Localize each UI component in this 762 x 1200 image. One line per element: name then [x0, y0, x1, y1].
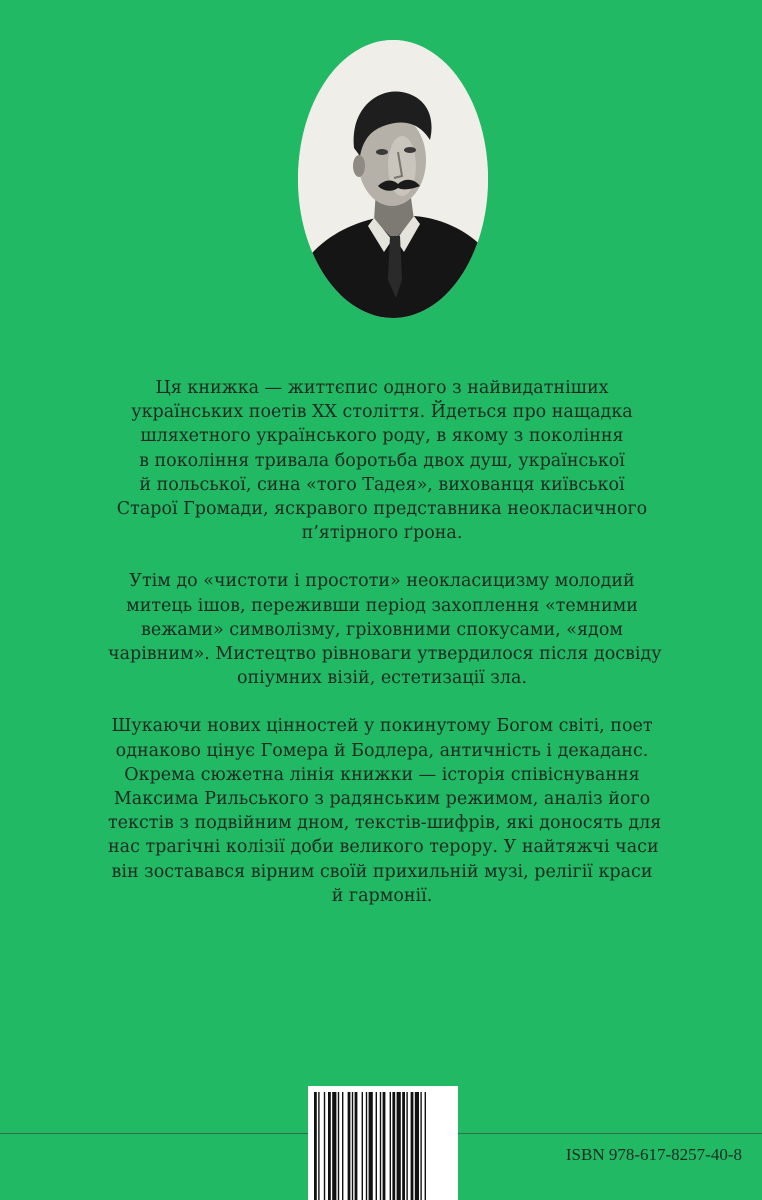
blurb-paragraph-2 [108, 569, 662, 690]
blurb-line: Старої Громади, яскравого представника неокласичного [116, 499, 648, 520]
blurb-line: в покоління тривала боротьба двох душ, української [139, 450, 625, 471]
blurb-line: й гармонії. [331, 885, 433, 906]
blurb-line: Шукаючи нових цінностей у покинутому Богом світі, поет [111, 716, 653, 737]
blurb-line: Утім до «чистоти і простоти» неокласицизму молодий [129, 571, 635, 592]
book-blurb [108, 376, 662, 932]
isbn-number: ISBN 978-617-8257-40-8 [565, 1145, 742, 1164]
blurb-line: однаково цінує Гомера й Бодлера, античність і декаданс. [115, 740, 649, 761]
blurb-paragraph-1 [108, 376, 656, 545]
blurb-line: п’ятірного ґрона. [301, 523, 463, 544]
blurb-paragraph-3 [108, 714, 662, 908]
barcode-icon [308, 1086, 458, 1200]
blurb-line: текстів з подвійним дном, текстів-шифрів, які доносять для [108, 813, 662, 834]
blurb-line: вежами» символізму, гріховними спокусами, «ядом [141, 619, 623, 640]
blurb-line: Окрема сюжетна лінія книжки — історія співіснування [124, 764, 640, 785]
barcode [308, 1086, 458, 1200]
blurb-line: митець ішов, переживши період захоплення «темними [126, 595, 638, 616]
author-portrait [298, 40, 488, 318]
blurb-line: й польської, сина «того Тадея», вихованця київської [139, 474, 625, 495]
blurb-line: Максима Рильського з радянським режимом, аналіз його [113, 789, 651, 810]
blurb-line: нас трагічні колізії доби великого терору. У найтяжчі часи [108, 837, 659, 858]
blurb-line: українських поетів ХХ століття. Йдеться про нащадка [131, 402, 633, 423]
blurb-line: чарівним». Мистецтво рівноваги утвердилося після досвіду [108, 644, 662, 665]
portrait-photo-icon [298, 40, 488, 318]
blurb-line: Ця книжка — життєпис одного з найвидатніших [155, 378, 609, 398]
blurb-line: він зоставався вірним своїй прихильній музі, релігії краси [111, 861, 653, 882]
blurb-line: опіумних візій, естетизації зла. [236, 668, 528, 689]
blurb-line: шляхетного українського роду, в якому з покоління [140, 426, 624, 447]
